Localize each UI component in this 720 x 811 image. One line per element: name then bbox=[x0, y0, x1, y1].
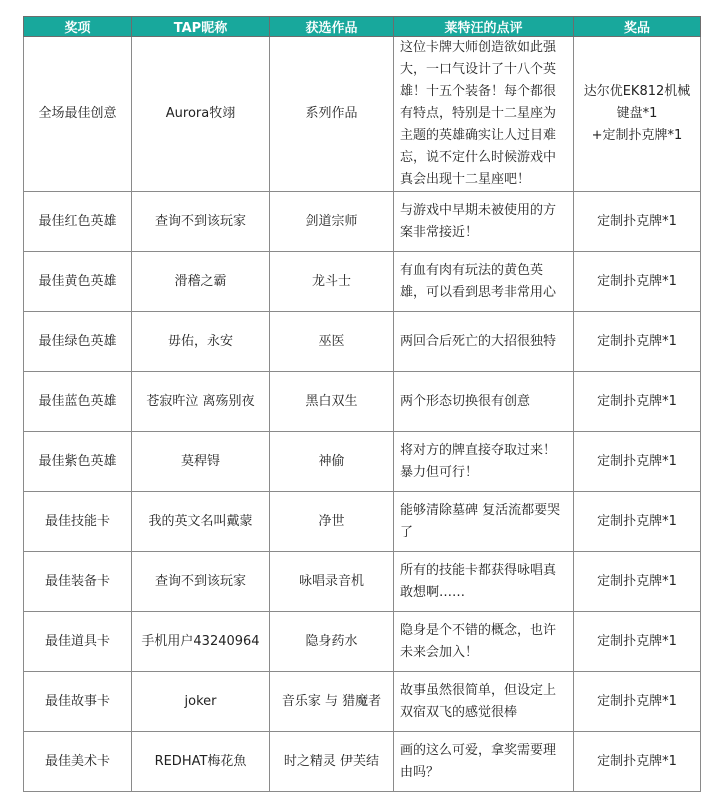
nickname-cell: 我的英文名叫戴蒙 bbox=[132, 492, 270, 552]
award-cell: 最佳技能卡 bbox=[24, 492, 132, 552]
table-row bbox=[24, 612, 701, 672]
award-cell: 最佳紫色英雄 bbox=[24, 432, 132, 492]
header-row bbox=[24, 17, 701, 37]
comment-cell: 故事虽然很简单，但设定上双宿双飞的感觉很棒 bbox=[394, 672, 574, 732]
award-cell: 最佳蓝色英雄 bbox=[24, 372, 132, 432]
award-cell: 最佳绿色英雄 bbox=[24, 312, 132, 372]
award-cell: 最佳装备卡 bbox=[24, 552, 132, 612]
table-row bbox=[24, 732, 701, 792]
prize-line: 定制扑克牌*1 bbox=[597, 453, 677, 469]
prize-cell bbox=[574, 192, 701, 252]
prize-line: 定制扑克牌*1 bbox=[597, 213, 677, 229]
table-row bbox=[24, 432, 701, 492]
prize-line: 定制扑克牌*1 bbox=[597, 333, 677, 349]
work-cell: 巫医 bbox=[270, 312, 394, 372]
comment-cell: 与游戏中早期未被使用的方案非常接近！ bbox=[394, 192, 574, 252]
prize-cell bbox=[574, 37, 701, 192]
award-cell: 最佳红色英雄 bbox=[24, 192, 132, 252]
comment-cell: 能够清除墓碑 复活流都要哭了 bbox=[394, 492, 574, 552]
prize-line: 定制扑克牌*1 bbox=[597, 273, 677, 289]
nickname-cell: Aurora牧翊 bbox=[132, 37, 270, 192]
comment-cell: 两个形态切换很有创意 bbox=[394, 372, 574, 432]
prize-line: 键盘*1 bbox=[616, 106, 658, 121]
work-cell: 系列作品 bbox=[270, 37, 394, 192]
work-cell: 剑道宗师 bbox=[270, 192, 394, 252]
nickname-cell: REDHAT梅花魚 bbox=[132, 732, 270, 792]
award-cell: 最佳故事卡 bbox=[24, 672, 132, 732]
prize-cell bbox=[574, 732, 701, 792]
work-cell: 时之精灵 伊芙结 bbox=[270, 732, 394, 792]
work-cell: 龙斗士 bbox=[270, 252, 394, 312]
prize-cell bbox=[574, 372, 701, 432]
nickname-cell: 莫稈锝 bbox=[132, 432, 270, 492]
comment-cell: 将对方的牌直接夺取过来！暴力但可行！ bbox=[394, 432, 574, 492]
comment-cell: 画的这么可爱，拿奖需要理由吗？ bbox=[394, 732, 574, 792]
table-row bbox=[24, 312, 701, 372]
table-row bbox=[24, 252, 701, 312]
work-cell: 音乐家 与 猎魔者 bbox=[270, 672, 394, 732]
prize-cell bbox=[574, 492, 701, 552]
work-cell: 咏唱录音机 bbox=[270, 552, 394, 612]
prize-line: 定制扑克牌*1 bbox=[597, 513, 677, 529]
nickname-cell: 滑稽之霸 bbox=[132, 252, 270, 312]
prize-line: 定制扑克牌*1 bbox=[597, 393, 677, 409]
table-row bbox=[24, 492, 701, 552]
table-body bbox=[24, 37, 701, 792]
table-row bbox=[24, 372, 701, 432]
comment-cell: 有血有肉有玩法的黄色英雄，可以看到思考非常用心 bbox=[394, 252, 574, 312]
comment-cell: 所有的技能卡都获得咏唱真敢想啊…… bbox=[394, 552, 574, 612]
awards-table bbox=[23, 16, 701, 792]
comment-cell: 隐身是个不错的概念，也许未来会加入！ bbox=[394, 612, 574, 672]
nickname-cell: 毋佑，永安 bbox=[132, 312, 270, 372]
work-cell: 净世 bbox=[270, 492, 394, 552]
nickname-cell: joker bbox=[132, 672, 270, 732]
table-row bbox=[24, 192, 701, 252]
header-work: 获选作品 bbox=[270, 17, 394, 37]
award-cell: 最佳道具卡 bbox=[24, 612, 132, 672]
prize-line: +定制扑克牌*1 bbox=[591, 128, 683, 143]
prize-line: 定制扑克牌*1 bbox=[597, 633, 677, 649]
prize-cell bbox=[574, 252, 701, 312]
nickname-cell: 查询不到该玩家 bbox=[132, 552, 270, 612]
header-award: 奖项 bbox=[24, 17, 132, 37]
table-row bbox=[24, 37, 701, 192]
header-prize: 奖品 bbox=[574, 17, 701, 37]
work-cell: 隐身药水 bbox=[270, 612, 394, 672]
comment-cell: 这位卡牌大师创造欲如此强大，一口气设计了十八个英雄！十五个装备！每个都很有特点，特别是十二星座为主题的英雄确实让人过目难忘，说不定什么时候游戏中真会出现十二星座吧！ bbox=[394, 37, 574, 192]
nickname-cell: 手机用户43240964 bbox=[132, 612, 270, 672]
prize-cell bbox=[574, 312, 701, 372]
table-row bbox=[24, 672, 701, 732]
nickname-cell: 苍寂旿泣 离殇别夜 bbox=[132, 372, 270, 432]
prize-line: 达尔优EK812机械 bbox=[583, 84, 691, 99]
prize-line: 定制扑克牌*1 bbox=[597, 573, 677, 589]
award-cell: 最佳美术卡 bbox=[24, 732, 132, 792]
award-cell: 全场最佳创意 bbox=[24, 37, 132, 192]
prize-cell bbox=[574, 432, 701, 492]
prize-line: 定制扑克牌*1 bbox=[597, 693, 677, 709]
work-cell: 神偷 bbox=[270, 432, 394, 492]
prize-cell bbox=[574, 552, 701, 612]
nickname-cell: 查询不到该玩家 bbox=[132, 192, 270, 252]
header-comment: 莱特汪的点评 bbox=[394, 17, 574, 37]
comment-cell: 两回合后死亡的大招很独特 bbox=[394, 312, 574, 372]
table-row bbox=[24, 552, 701, 612]
header-nickname: TAP昵称 bbox=[132, 17, 270, 37]
prize-cell bbox=[574, 672, 701, 732]
work-cell: 黑白双生 bbox=[270, 372, 394, 432]
prize-cell bbox=[574, 612, 701, 672]
prize-line: 定制扑克牌*1 bbox=[597, 753, 677, 769]
award-cell: 最佳黄色英雄 bbox=[24, 252, 132, 312]
table-header bbox=[24, 17, 701, 37]
